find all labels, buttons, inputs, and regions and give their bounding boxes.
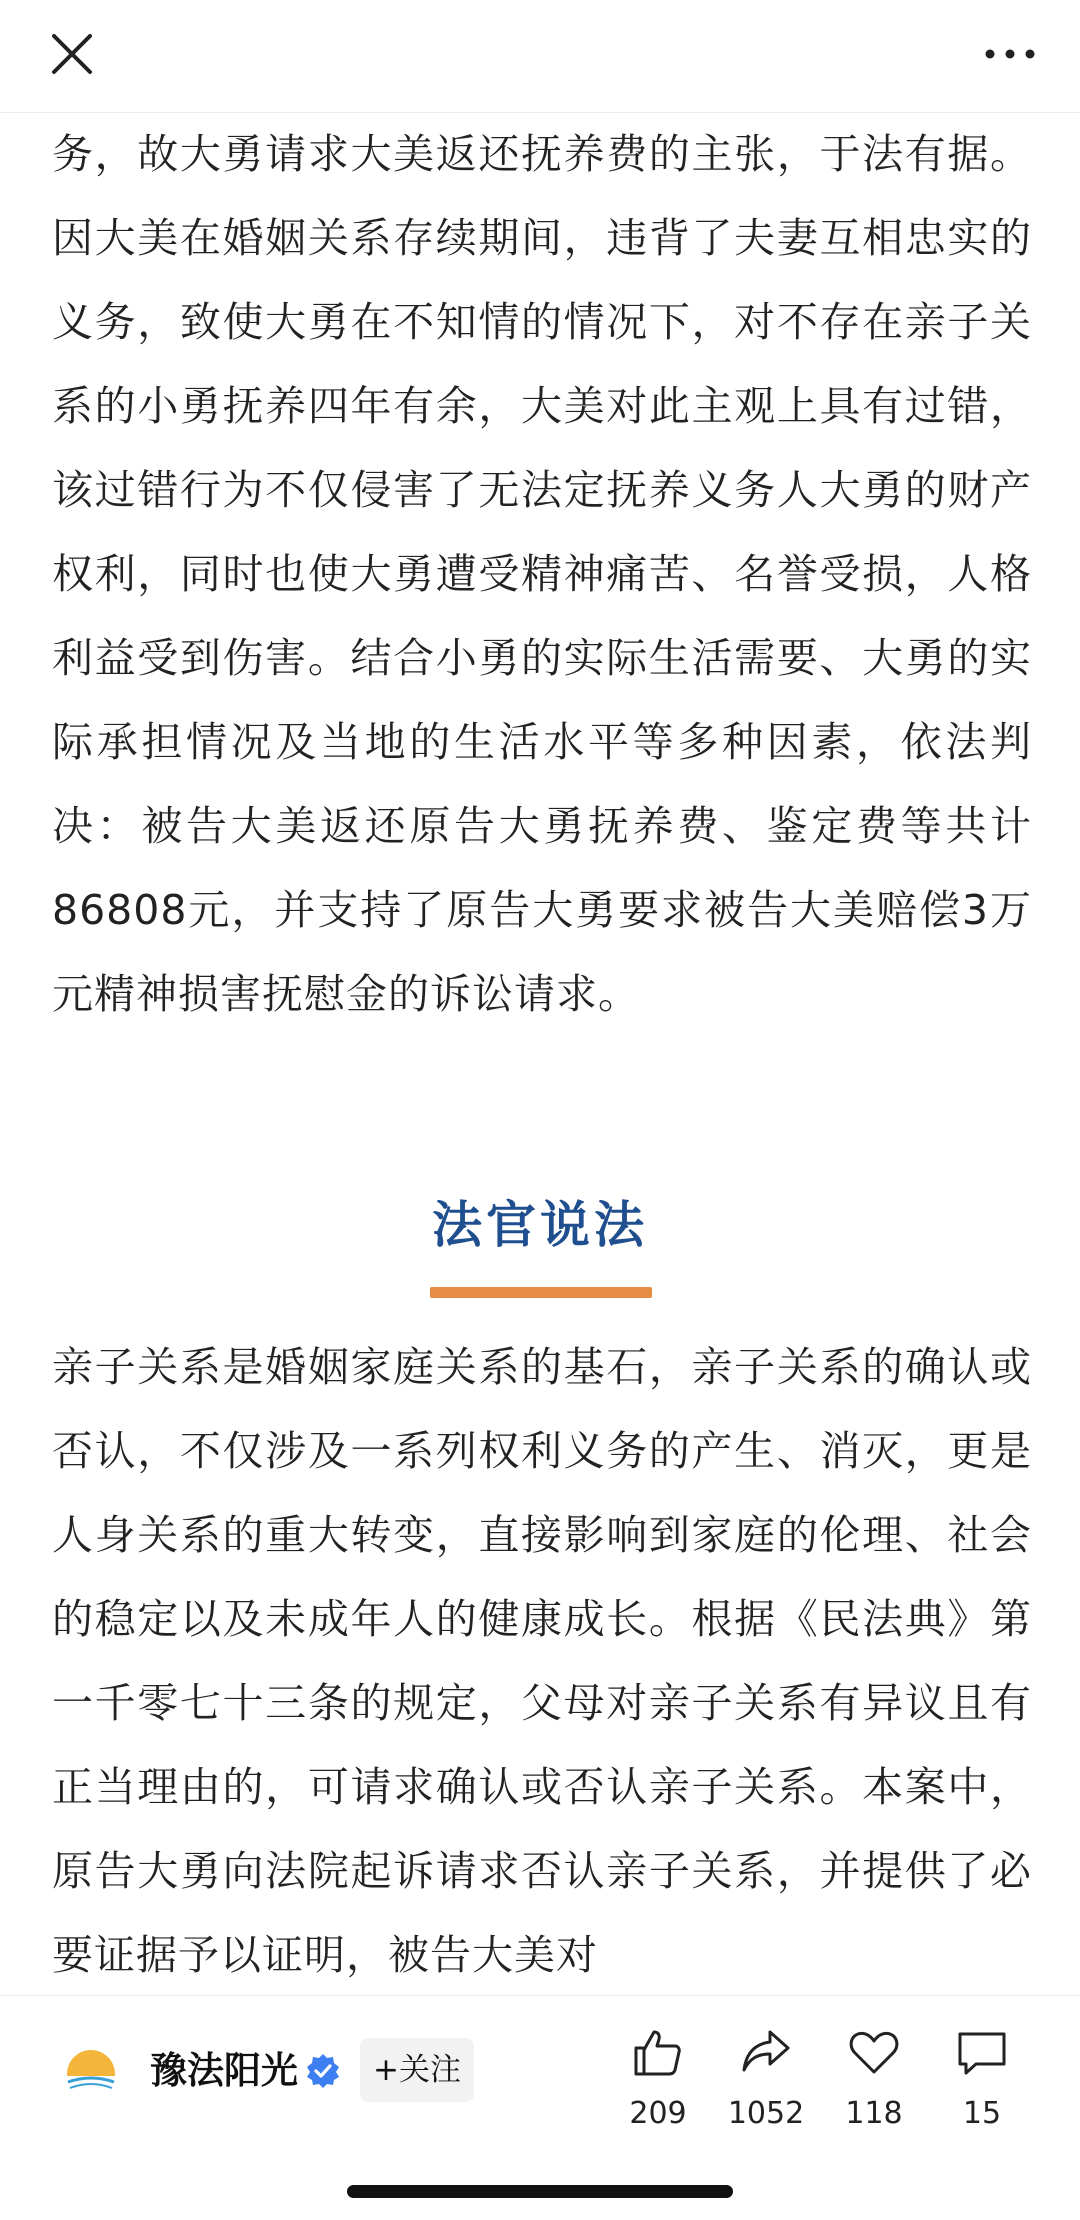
favorite-button[interactable] — [824, 2024, 924, 2131]
comment-count: 15 — [962, 2096, 1002, 2131]
author-avatar[interactable] — [58, 2038, 124, 2104]
author-name[interactable]: 豫法阳光 — [150, 2049, 298, 2092]
verified-badge-icon — [304, 2052, 342, 2090]
article-paragraph: 务，故大勇请求大美返还抚养费的主张，于法有据。因大美在婚姻关系存续期间，违背了夫妻互相忠实的义务，致使大勇在不知情的情况下，对不存在亲子关系的小勇抚养四年有余，大美对此主观上具有过错，该过错行为不仅侵害了无法定抚养义务人大勇的财产权利，同时也使大勇遭受精神痛苦、名誉受损，人格利益受到伤害。结合小勇的实际生活需要、大勇的实际承担情况及当地的生活水平等多种因素，依法判决：被告大美返还原告大勇抚养费、鉴定费等共计86808元，并支持了原告大勇要求被告大美赔偿3万元精神损害抚慰金的诉讼请求。 — [52, 130, 1032, 1018]
section-title: 法官说法 — [432, 1196, 648, 1254]
home-indicator[interactable] — [347, 2185, 733, 2198]
section-heading — [0, 1190, 1080, 1260]
share-button[interactable] — [716, 2024, 816, 2131]
like-button[interactable] — [608, 2024, 708, 2131]
favorite-count: 118 — [845, 2096, 903, 2131]
thumbs-up-icon — [630, 2024, 686, 2080]
more-dots-icon[interactable] — [980, 34, 1040, 74]
article-body-2 — [52, 1325, 1032, 1995]
heart-icon — [846, 2024, 902, 2080]
article-body — [52, 112, 1032, 1036]
comment-button[interactable] — [932, 2024, 1032, 2131]
like-count: 209 — [629, 2096, 687, 2131]
section-title-underline — [430, 1287, 652, 1298]
article-paragraph-2: 亲子关系是婚姻家庭关系的基石，亲子关系的确认或否认，不仅涉及一系列权利义务的产生、消灭，更是人身关系的重大转变，直接影响到家庭的伦理、社会的稳定以及未成年人的健康成长。根据《民法典》第一千零七十三条的规定，父母对亲子关系有异议且有正当理由的，可请求确认或否认亲子关系。本案中，原告大勇向法院起诉请求否认亲子关系，并提供了必要证据予以证明，被告大美对 — [52, 1343, 1032, 1979]
follow-button[interactable]: +关注 — [360, 2038, 474, 2102]
close-icon[interactable] — [44, 26, 100, 82]
top-navigation-bar — [0, 0, 1080, 113]
share-icon — [738, 2024, 794, 2080]
share-count: 1052 — [727, 2096, 805, 2131]
comment-bubble-icon — [954, 2024, 1010, 2080]
